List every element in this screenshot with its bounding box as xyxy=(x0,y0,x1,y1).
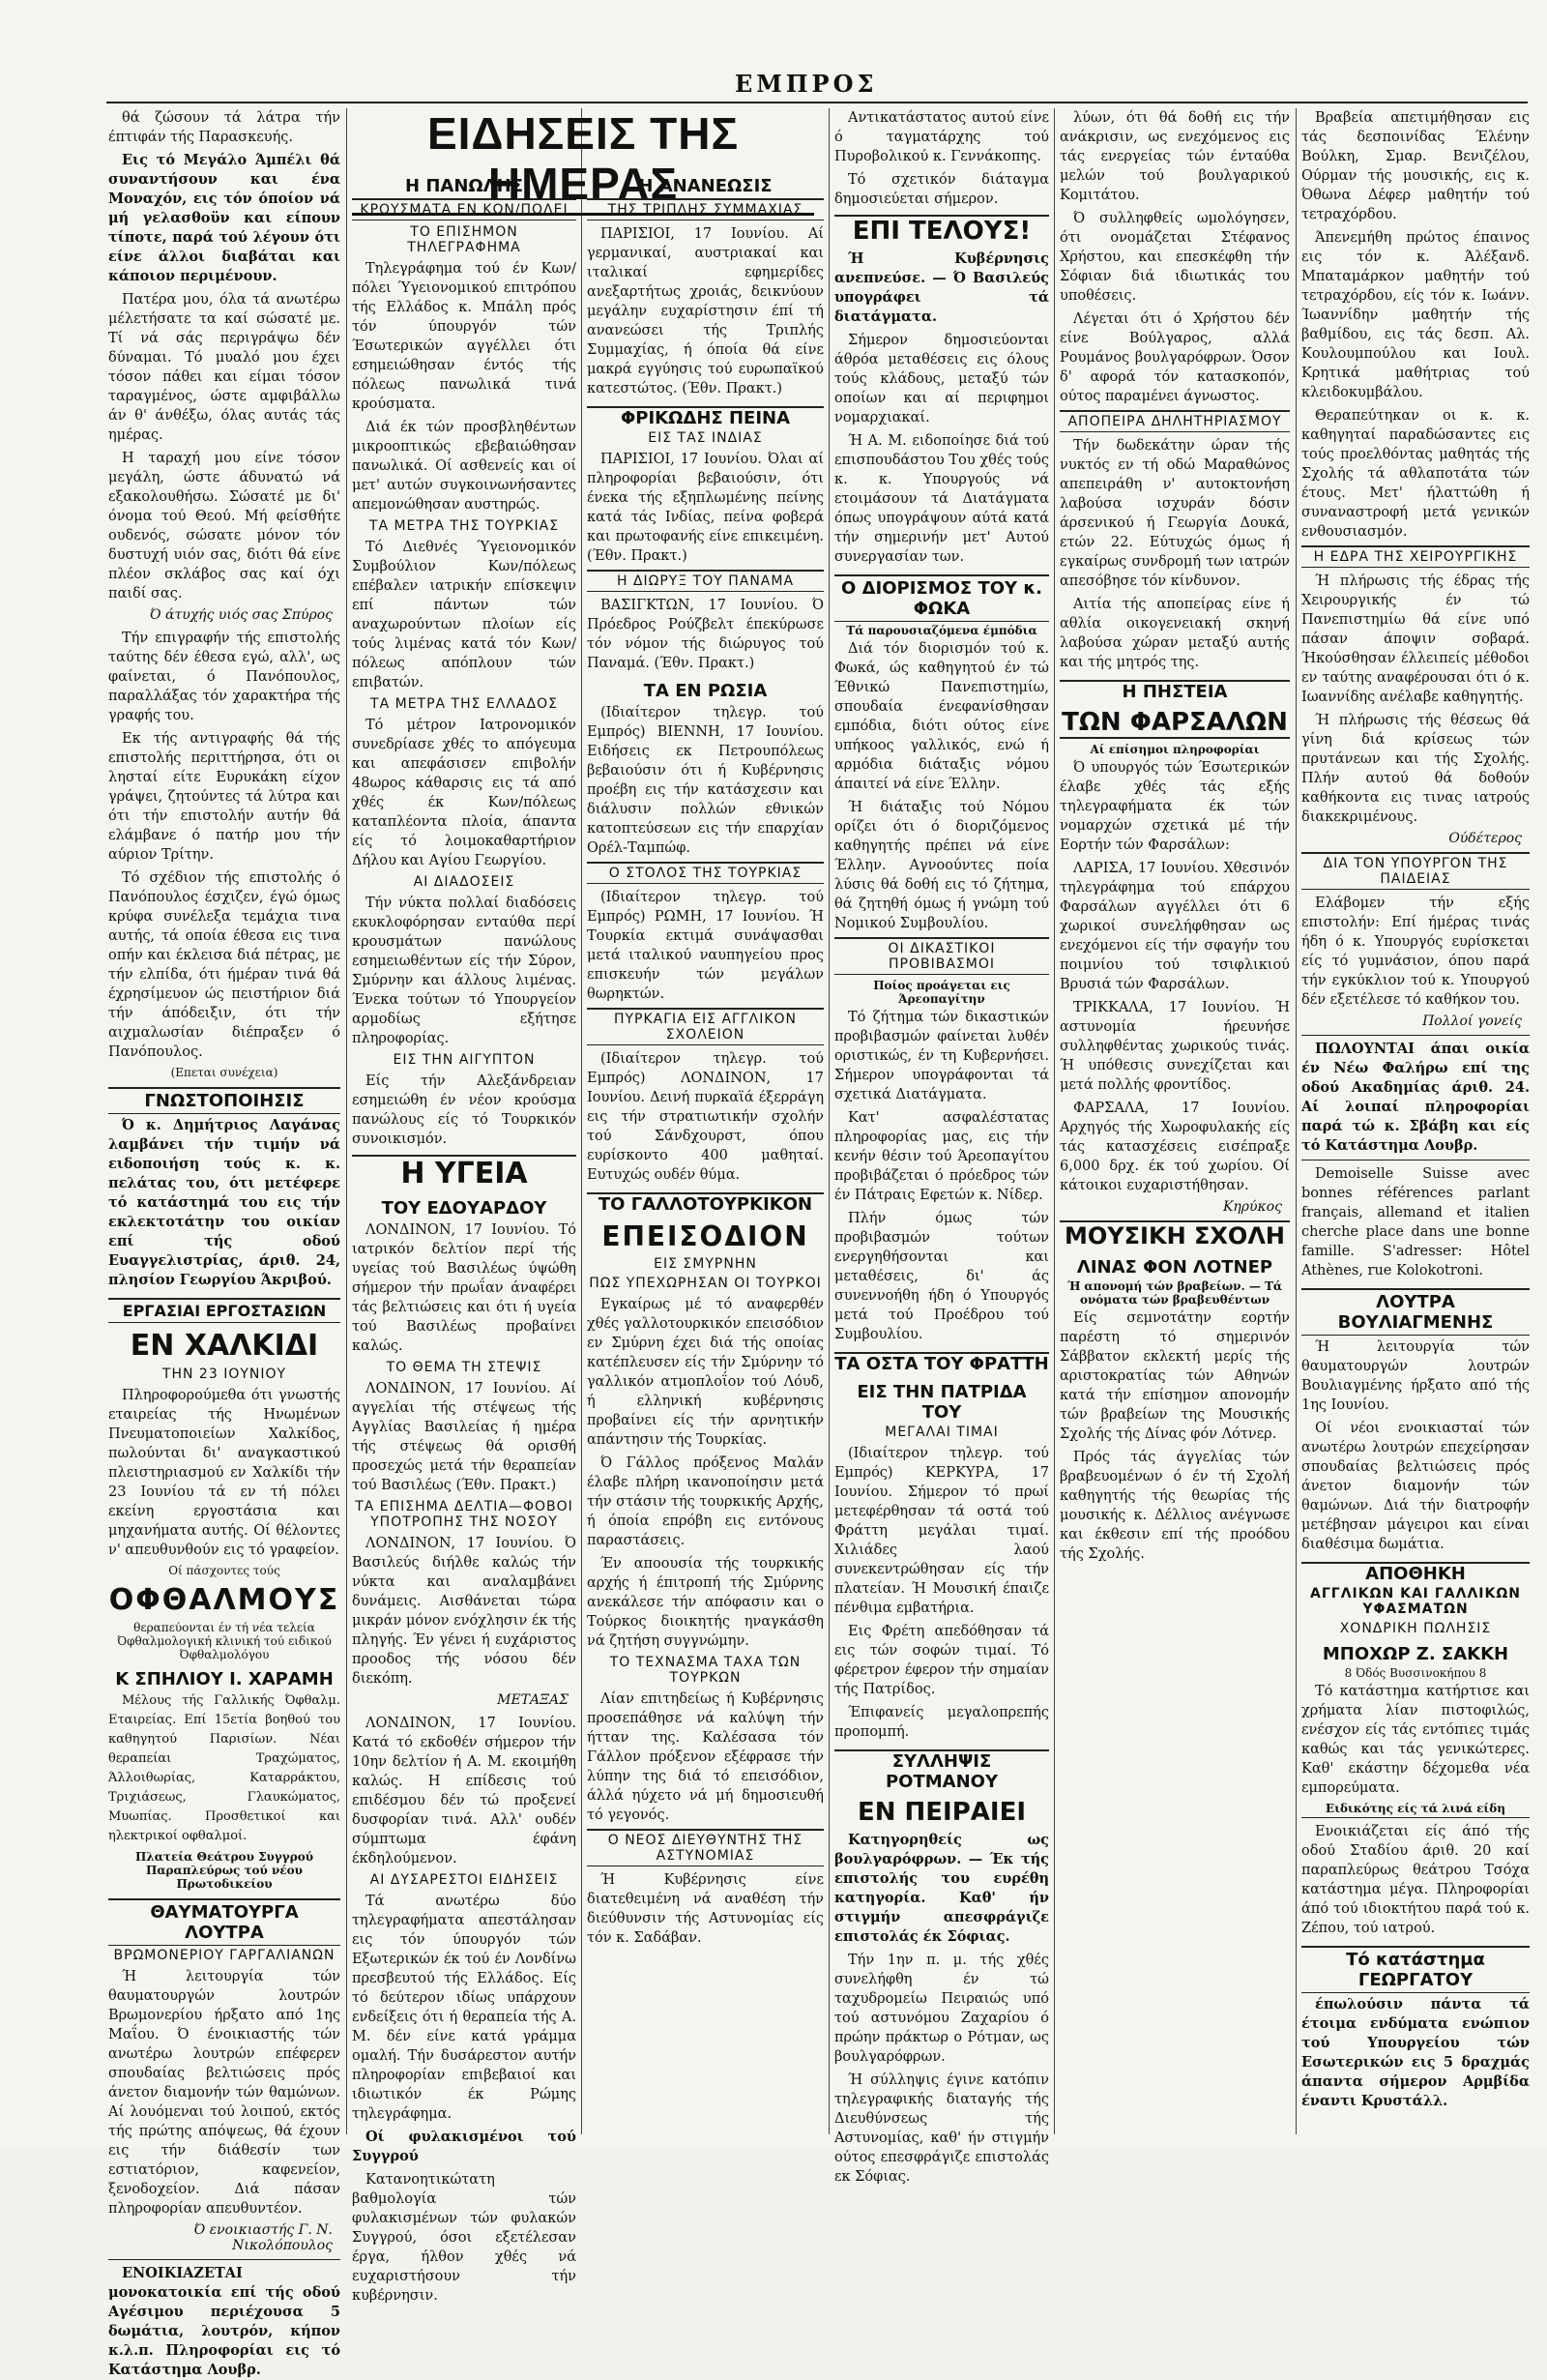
finally-text: Ή Α. Μ. ειδοποίησε διά τού επισπουδάστου Του χθές τούς κ. κ. Υπουργούς νά ετοιμάσουν τά Διατάγματα όπως υπογράψουν αύτά κατά τήν σημερινήν μετ' Αυτού συνεργασίαν των. xyxy=(834,433,1049,565)
turkey-measures-heading: ΤΑ ΜΕΤΡΑ ΤΗΣ ΤΟΥΡΚΙΑΣ xyxy=(368,518,560,534)
notice-text: Ό κ. Δημήτριος Λαγάνας λαμβάνει τήν τιμήν νά ειδοποιήση τούς κ. κ. πελάτας του, ότι μετέφερε τό κατάστημά του εις τήν εκλεκτοτάτην του οικίαν επί τής οδού Ευαγγελιστρίας, άριθ. 24, πλησίον Γεωργίου Άκριβού. xyxy=(108,1117,340,1288)
prisoners-heading: Οί φυλακισμένοι τού Συγγρού xyxy=(352,2129,576,2164)
pharsala-heading: Η ΠΗΣΤΕΙΑ xyxy=(1060,680,1290,702)
episode-place: ΕΙΣ ΣΜΥΡΝΗΝ xyxy=(654,1256,757,1272)
unpleasant-news-heading: ΑΙ ΔΥΣΑΡΕΣΤΟΙ ΕΙΔΗΣΕΙΣ xyxy=(369,1872,559,1888)
story-paragraph: Βραβεία απετιμήθησαν εις τάς δεσποινίδας Έλένην Βούλκη, Σμαρ. Βενιζέλου, Ούρμαν τής μουσικής, εις κ. Όθωνα Δέφερ μαθητήν τού τετραχόρδου. xyxy=(1301,110,1530,222)
signature: Ούδέτερος xyxy=(1448,831,1522,846)
police-director-heading: Ο ΝΕΟΣ ΔΙΕΥΘΥΝΤΗΣ ΤΗΣ ΑΣΤΥΝΟΜΙΑΣ xyxy=(587,1829,824,1866)
music-school-text: Είς σεμνοτάτην εορτήν παρέστη τό σημερινόν Σάββατον εκλεκτή μερίς τής αριστοκρατίας τών Αθηνών κατά τήν επίσημον απονομήν τών βραβείων της Μουσικής Σχολής τής Δίνας φόν Λότνερ. xyxy=(1060,1310,1290,1442)
story-paragraph: Πατέρα μου, όλα τά ανωτέρω μέλετήσατε τα καί σώσατέ με. Τί νά σάς περιγράψω δέν δύναμαι. Τό μυαλό μου έχει τόσον πάθει και είμαι τόσον ταραγμένος, ώστε αμφιβάλλω άν θ' άνθέξω, όλας αυτάς τάς ημέρας. xyxy=(108,292,340,443)
coronation-heading: ΤΟ ΘΕΜΑ ΤΗ ΣΤΕΨΙΣ xyxy=(386,1360,542,1375)
continued-note: (Επεται συνέχεια) xyxy=(170,1066,278,1079)
fleet-text: (Ιδιαίτερον τηλεγρ. τού Εμπρός) ΡΩΜΗ, 17 Ιουνίου. Ή Τουρκία εκτιμά συνάψασθαι μετά ιταλικού ναυπηγείου προς επισκευήν τών μεγάλων θωρηκτών. xyxy=(587,890,824,1002)
signature: ΜΕΤΑΞΑΣ xyxy=(497,1692,569,1708)
baths-text: Ή λειτουργία τών θαυματουργών λουτρών Βρωμονερίου ήρξατο από 1ης Μαΐου. Ό ένοικιαστής τών ανωτέρω λουτρών επέφερεν σπουδαίας βελτιώσεις πρός άνετον διαμονήν τών θαμώνων. Αί λουόμεναι τού λοιπού, εκτός τής πρώτης απόψεως, θά έχουν εις τήν διάθεσίν των εστιατόριον, καφενείον, ξενοδοχείον. Διά πάσαν πληροφορίαν απευθυντέον. xyxy=(108,1969,340,2217)
minister-heading: ΔΙΑ ΤΟΝ ΥΠΟΥΡΓΟΝ ΤΗΣ ΠΑΙΔΕΙΑΣ xyxy=(1301,852,1530,890)
episode-text: Έν αποουσία τής τουρκικής αρχής ή έπιτροπή τής Σμύρνης ανεκάλεσε τήν απόφασιν και ο Τούρκος διοικητής ηναγκάσθη νά ζητήση συγγνώμην. xyxy=(587,1556,824,1649)
depot-address: 8 Όδός Βυσσινοκήπου 8 xyxy=(1344,1666,1487,1680)
story-paragraph: θά ζώσουν τά λάτρα τήν έπτιφάν τής Παρασκευής. xyxy=(108,110,340,145)
pharsala-text: ΤΡΙΚΚΑΛΑ, 17 Ιουνίου. Ή αστυνομία ήρευνήσε συλληφθέντας χωρικούς τινάς. Ή υπόθεσις συνεχίζεται και μετά πολλής φροντίδος. xyxy=(1060,1000,1290,1093)
pharsala-subheading: Αί επίσημοι πληροφορίαι xyxy=(1090,743,1260,756)
renewal-heading: Η ΑΝΑΝΕΩΣΙΣ xyxy=(638,176,773,196)
depot-heading: ΑΠΟΘΗΚΗ xyxy=(1301,1562,1530,1584)
russia-text: (Ιδιαίτερον τηλεγρ. τού Εμπρός) ΒΙΕΝΝΗ, 17 Ιουνίου. Ειδήσεις εκ Πετρουπόλεως βεβαιούσιν ότι ή Κυβέρνησις προέβη εις τήν κατάσχεσιν και διάλυσιν πολλών εθνικών κατοπτεύσεων εις τήν επαρχίαν Ορέλ-Ταμπώφ. xyxy=(587,705,824,856)
russia-heading: ΤΑ ΕΝ ΡΩΣΙΑ xyxy=(643,681,768,701)
finally-text: Σήμερον δημοσιεύονται άθρόα μεταθέσεις εις όλους τούς κλάδους, μεταξύ τών οποίων και αί περιφημοι νομαρχιακαί. xyxy=(834,333,1049,426)
works-heading-date: ΤΗΝ 23 ΙΟΥΝΙΟΥ xyxy=(161,1366,287,1382)
depot-text: Τό κατάστημα κατήρτισε και χρήματα λίαν πιστοφιλώς, ενέσχον είς τάς εντόπιες τιμάς καθώς και τάς γενικώτερες. Καθ' εκάστην δέχομεθα νέα εμπορεύματα. xyxy=(1301,1684,1530,1796)
signature: Ό άτυχής υιός σας Σπύρος xyxy=(149,607,333,623)
top-rule xyxy=(106,102,1528,103)
pharsala-text: Ό υπουργός τών Έσωτερικών έλαβε χθές τάς εξής τηλεγραφήματα έκ τών νομαρχών σχετικά μέ τήν Εορτήν τών Φαρσάλων: xyxy=(1060,760,1290,853)
column-3 xyxy=(587,108,824,2134)
story-paragraph: Τό σχετικόν διάταγμα δημοσιεύεται σήμερον. xyxy=(834,172,1049,207)
surgery-chair-text: Ή πλήρωσις τής θέσεως θά γίνη διά κρίσεως τών πρυτάνεων και τής Σχολής. Πλήν αυτού θά δοθούν καθήκοντα εις τινας ιατρούς διακεκριμένους. xyxy=(1301,713,1530,825)
signature: Ό ενοικιαστής Γ. Ν. Νικολόπουλος xyxy=(193,2222,333,2253)
judicial-heading: ΟΙ ΔΙΚΑΣΤΙΚΟΙ ΠΡΟΒΙΒΑΣΜΟΙ xyxy=(834,937,1049,975)
eye-ad-doctor: Κ ΣΠΗΛΙΟΥ Ι. ΧΑΡΑΜΗ xyxy=(115,1669,334,1690)
column-separator xyxy=(829,108,830,2134)
vouliagmeni-text: Ή λειτουργία τών θαυματουργών λουτρών Βουλιαγμένης ήρξατο από τής 1ης Ιουνίου. xyxy=(1301,1339,1530,1413)
renewal-subheading: ΤΗΣ ΤΡΙΠΛΗΣ ΣΥΜΜΑΧΙΑΣ xyxy=(587,198,824,220)
eye-ad-address: Πλατεία Θεάτρου Συγγρού Παραπλεύρως τού νέου Πρωτοδικείου xyxy=(134,1850,314,1891)
police-director-text: Ή Κυβέρνησις είνε διατεθειμένη νά αναθέση τήν διεύθυνσιν τής Αστυνομίας είς τόν κ. Σαδάβαν. xyxy=(587,1872,824,1946)
health-heading: Η ΥΓΕΙΑ xyxy=(352,1155,576,1190)
famine-heading: ΦΡΙΚΩΔΗΣ ΠΕΙΝΑ xyxy=(587,406,824,428)
baths-subheading: ΒΡΩΜΟΝΕΡΙΟΥ ΓΑΡΓΑΛΙΑΝΩΝ xyxy=(113,1948,336,1963)
works-heading: ΕΡΓΑΣΙΑΙ ΕΡΓΟΣΤΑΣΙΩΝ xyxy=(108,1298,340,1323)
bones-text: Εις Φρέτη απεδόθησαν τά εις τών σοφών τιμαί. Τό φέρετρον έφερον τήν σημαίαν τής Πατρίδος. xyxy=(834,1624,1049,1697)
story-paragraph: Τό σχέδιον τής επιστολής ό Πανόπουλος έσχιζεν, έγώ όμως κρύφα συνέλεξα τεμάχια τινα αυτής, τά οποία έθεσα εις τινα οπήν και έκλεισα διά πέτρας, με τήν ελπίδα, ότι ήμέραν τινά θά έχρησίμευον ώς πειστήριον διά τήν άπόδειξιν, ότι τήν αιχμαλωσίαν διέπραξεν ό Πανόπουλος. xyxy=(108,870,340,1060)
surgery-chair-text: Ή πλήρωσις τής έδρας τής Χειρουργικής έν τώ Πανεπιστημίω θά είνε υπό πάσαν άποψιν σοβαρά. Ήκούσθησαν έλλειπείς μέθοδοι εν ταύτης αναφέρουσαι ότι ό κ. Ιωαννίδης ανέλαβε καθηγητής. xyxy=(1301,573,1530,705)
music-school-text: Πρός τάς άγγελίας τών βραβευομένων ό έν τή Σχολή καθηγητής τής θεωρίας τής μουσικής κ. Δέλλιος ανέγνωσε και έκθεσιν επί τής προόδου τής Σχολής. xyxy=(1060,1450,1290,1562)
famine-text: ΠΑΡΙΣΙΟΙ, 17 Ιουνίου. Όλαι αί πληροφορίαι βεβαιούσιν, ότι ένεκα τής εξηπλωμένης πείνης κατά τάς Ινδίας, πείνα φοβερά και πρωτοφανής είνε επικειμένη. (Έθν. Πρακτ.) xyxy=(587,452,824,564)
rumors-text: Τήν νύκτα πολλαί διαδόσεις εκυκλοφόρησαν ενταύθα περί κρουσμάτων πανώλους εσημειωθέντων είς τήν Σύρον, Σμύρνην και άλλους λιμένας. Ένεκα τούτων τό Υπουργείον αρμοδίως εξήτησε πληροφορίας. xyxy=(352,896,576,1046)
bones-heading: ΤΑ ΟΣΤΑ ΤΟΥ ΦΡΑΤΤΗ xyxy=(834,1354,1049,1374)
vouliagmeni-text: Οί νέοι ενοικιασταί τών ανωτέρω λουτρών επεχείρησαν σπουδαίας βελτιώσεις πρός άνετον διαμονήν τών θαμώνων. Διά τήν διατροφήν μετέβησαν μάγειροι και είναι διαθέσιμα δωμάτια. xyxy=(1301,1421,1530,1552)
greece-measures-heading: ΤΑ ΜΕΤΡΑ ΤΗΣ ΕΛΛΑΔΟΣ xyxy=(370,696,558,712)
arrest-lead: Κατηγορηθείς ως βουλγαρόφρων. — Έκ τής επιστολής του ευρέθη κατηγορία. Καθ' ήν στιγμήν απεσφράγιζε επιστολάς έκ Σόφιας. xyxy=(834,1832,1049,1945)
bones-honors: ΜΕΓΑΛΑΙ ΤΙΜΑΙ xyxy=(885,1425,999,1440)
georgatos-text: έπωλούσιν πάντα τά έτοιμα ενδύματα ενώπιον τού Υπουργείου τών Εσωτερικών εις 5 δραχμάς άπαντα σήμερον Αρμβίδα έναντι Κρυστάλλ. xyxy=(1301,1996,1530,2109)
notice-heading: ΓΝΩΣΤΟΠΟΙΗΣΙΣ xyxy=(108,1087,340,1114)
signature: Κηρύκος xyxy=(1222,1199,1282,1215)
appointment-text: Διά τόν διορισμόν τού κ. Φωκά, ώς καθηγητού έν τώ Έθνικώ Πανεπιστημίω, σπουδαία ένεφανίσθησαν εμπόδια, διότι ούτος είνε υπήκοος γαλλικός, ενώ ή αρμόδια διάταξις νόμου άπαιτεί νά είνε Έλλην. xyxy=(834,641,1049,792)
story-paragraph: Ό συλληφθείς ωμολόγησεν, ότι ονομάζεται Στέφανος Χρήστου, και επεσκέφθη τήν Σόφιαν διά ιδιωτικάς του υποθέσεις. xyxy=(1060,211,1290,304)
poisoning-heading: ΑΠΟΠΕΙΡΑ ΔΗΛΗΤΗΡΙΑΣΜΟΥ xyxy=(1060,410,1290,432)
arrest-text: Τήν 1ην π. μ. τής χθές συνελήφθη έν τώ ταχυδρομείω Πειραιώς υπό τού αστυνόμου Ζαχαρίου ό πρώην πράκτωρ ο Ρότμαν, ως βουλγαρόφρων. xyxy=(834,1953,1049,2065)
episode-subheading: ΠΩΣ ΥΠΕΧΩΡΗΣΑΝ ΟΙ ΤΟΥΡΚΟΙ xyxy=(589,1276,822,1291)
column-1 xyxy=(108,108,340,2378)
greece-measures-text: Τό μέτρον Ιατρονομικόν συνεδρίασε χθές το απόγευμα και απεφάσισεν επιβολήν 48ωρος κάθαρσις εις τά από χθές έκ Κων/πόλεως καταπλέοντα πλοία, άπαντα είς τό λοιμοκαθαρτήριον Δήλου και Αγίου Γεωργίου. xyxy=(352,718,576,868)
eye-ad-text: Μέλους τής Γαλλικής Όφθαλμ. Εταιρείας. Επί 15ετία βοηθού του καθηγητού Παρισίων. Νέαι θεραπείαι Τραχώματος, Άλλοιθωρίας, Καταρράκτου, Τριχιάσεως, Γλαυκώματος, Μυωπίας. Προσθετικοί και ηλεκτρικοί οφθαλμοί. xyxy=(108,1693,340,1843)
story-paragraph: Άπενεμήθη πρώτος έπαινος εις τόν κ. Άλέξανδ. Μπαταμάρκον μαθητήν τού τετραχόρδου, είς τόν κ. Ιωάνν. Ίωαννίδην μαθητήν τής βαθμίδου, εις τάς δεσπ. Αλ. Κουλουμπούλου και Ιουλ. Κρητικά μαθήτριας τού κλειδοκυμβάλου. xyxy=(1301,230,1530,400)
trick-heading: ΤΟ ΤΕΧΝΑΣΜΑ ΤΑΧΑ ΤΩΝ ΤΟΥΡΚΩΝ xyxy=(609,1655,802,1686)
plague-text: Διά έκ τών προσβληθέντων μικροοπτικώς εβεβαιώθησαν πανωλικά. Οί ασθενείς και οί μετ' αυτών συγκοινωνήσαντες απεμονώθησαν αυστηρώς. xyxy=(352,420,576,513)
health-text: ΛΟΝΔΙΝΟΝ, 17 Ιουνίου. Τό ιατρικόν δελτίον περί τής υγείας τού Βασιλέως ύψώθη σήμερον τήν πρωΐαν άναφέρει τάς βελτιώσεις και ότι ή υγεία τού Βασιλέως προβαίνει καλώς. xyxy=(352,1222,576,1354)
masthead: ΕΜΠΡΟΣ xyxy=(735,70,878,98)
episode-text: Ό Γάλλος πρόξενος Μαλάν έλαβε πλήρη ικανοποίησιν μετά τήν στάσιν τής τουρκικής Αρχής, ή όποία επρόβη εις εντόνους παραστάσεις. xyxy=(587,1455,824,1548)
story-paragraph: Τήν επιγραφήν τής επιστολής ταύτης δέν έθεσα εγώ, αλλ', ως φαίνεται, ό Πανόπουλος, παραλλάξας τόν χαρακτήρα τής γραφής του. xyxy=(108,631,340,723)
appointment-subheading: Τά παρουσιαζόμενα έμπόδια xyxy=(846,624,1037,637)
signature: Πολλοί γονείς xyxy=(1422,1014,1522,1029)
episode-heading: ΤΟ ΓΑΛΛΟΤΟΥΡΚΙΚΟΝ xyxy=(587,1192,824,1215)
poisoning-text: Αιτία τής αποπείρας είνε ή αθλία οικογενειακή σκηνή λαβούσα χώραν μεταξύ αυτής και τής μητρός της. xyxy=(1060,597,1290,670)
column-6 xyxy=(1301,108,1530,2134)
judicial-text: Κατ' ασφαλέστατας πληροφορίας μας, εις τήν κενήν θέσιν τού Άρεοπαγίτου προβιβάζεται ό πρόεδρος τών έν Πάτραις Εφετών κ. Νίδερ. xyxy=(834,1110,1049,1203)
sale-ad: ΠΩΛΟΥΝΤΑΙ άπαι οικία έν Νέω Φαλήρω επί της οδού Ακαδημίας άριθ. 24. Αί λοιπαί πληροφορίαι παρά τώ κ. Σβάβη και είς τό Κατάστημα Λουβρ. xyxy=(1301,1035,1530,1156)
governess-ad: Demoiselle Suisse avec bonnes références parlant français, allemand et italien cherche place dans une bonne famille. S'adresser: Hôtel Athènes, rue Kolokotroni. xyxy=(1301,1160,1530,1280)
poisoning-text: Τήν δωδεκάτην ώραν τής νυκτός εν τή οδώ Μαραθώνος απεπειράθη ν' αυτοκτονήση λαβούσα ισχυράν δόσιν άρσενικού ή Γεωργία Δουκά, ετών 22. Εύτυχώς όμως ή εγκαίρως συνδρομή των ιατρών απεσόβησε τόν κίνδυνον. xyxy=(1060,438,1290,589)
ad-intro: Οί πάσχοντες τούς xyxy=(168,1564,280,1577)
georgatos-heading: Τό κατάστημα ΓΕΩΡΓΑΤΟΥ xyxy=(1301,1946,1530,1993)
bulletin-text: ΛΟΝΔΙΝΟΝ, 17 Ιουνίου. Ό Βασιλεύς διήλθε καλώς τήν νύκτα και αναλαμβάνει δυνάμεις. Αισθάνεται τώρα μικράν μόνον ενόχλησιν έκ τής πληγής. Έν γένει ή ευχάριστος προοδος τής νόσου δέν διεκόπη. xyxy=(352,1536,576,1687)
pharsala-heading-main: ΤΩΝ ΦΑΡΣΑΛΩΝ xyxy=(1060,708,1290,739)
health-subheading: ΤΟΥ ΕΔΟΥΑΡΔΟΥ xyxy=(381,1198,547,1219)
bones-subheading: ΕΙΣ ΤΗΝ ΠΑΤΡΙΔΑ ΤΟΥ xyxy=(857,1382,1027,1423)
bulletin-heading: ΤΑ ΕΠΙΣΗΜΑ ΔΕΛΤΙΑ—ΦΟΒΟΙ ΥΠΟΤΡΟΠΗΣ ΤΗΣ ΝΟΣΟΥ xyxy=(355,1499,573,1530)
depot-specialty: Ειδικότης είς τά λινά είδη xyxy=(1326,1802,1505,1815)
appointment-heading: Ο ΔΙΟΡΙΣΜΟΣ ΤΟΥ κ. ΦΩΚΑ xyxy=(834,574,1049,622)
vouliagmeni-heading: ΛΟΥΤΡΑ ΒΟΥΛΙΑΓΜΕΝΗΣ xyxy=(1301,1288,1530,1336)
story-paragraph: λύων, ότι θά δοθή εις τήν ανάκρισιν, ως ενεχόμενος εις τάς ενεργείας τών ένταύθα μελών τού βουλγαρικού Κομιτάτου. xyxy=(1060,110,1290,203)
shop-rent-ad: Ενοικιάζεται είς άπό τής οδού Σταδίου άριθ. 20 καί παραπλεύρως θεάτρου Τσόχα κατάστημα μέγα. Πληροφορίαι άπό τού ιδιοκτήτου παρά τού κ. Ζέπου, τού ιατρού. xyxy=(1301,1817,1530,1938)
baths-heading: ΘΑΥΜΑΤΟΥΡΓΑ ΛΟΥΤΡΑ xyxy=(108,1898,340,1946)
music-school-name: ΛΙΝΑΣ ΦΟΝ ΛΟΤΝΕΡ xyxy=(1076,1257,1273,1278)
column-separator xyxy=(1296,108,1297,2134)
story-paragraph: Εκ τής αντιγραφής θά τής επιστολής περιττήρησα, ότι οι λησταί είτε Ευρυκάκη είχον γράψει, ζητούντες τά λύτρα και ότι τήν επιστολήν αυτήν θά ελάμβανε ό πατήρ μου τήν αύριον Τρίτην. xyxy=(108,731,340,863)
music-school-heading: ΜΟΥΣΙΚΗ ΣΧΟΛΗ xyxy=(1060,1220,1290,1249)
arrest-text: Ή σύλληψις έγινε κατόπιν τηλεγραφικής διαταγής τής Διευθύνσεως τής Αστυνομίας, καθ' ήν στιγμήν ούτος επεσφράγιζε επιστολάς εκ Σόφιας. xyxy=(834,2072,1049,2185)
section-banner: ΕΙΔΗΣΕΙΣ ΤΗΣ ΗΜΕΡΑΣ xyxy=(352,108,814,216)
egypt-text: Είς τήν Αλεξάνδρειαν εσημειώθη έν νέον κρούσμα πανώλους είς τό Τουρκικόν συνοικισμόν. xyxy=(352,1073,576,1147)
story-paragraph: Η ταραχή μου είνε τόσον μεγάλη, ώστε άδυνατώ νά εξακολουθήσω. Σώσατέ με δι' όνομα τού Θεού. Μή φείσθήτε ουδενός, σώσατε μόνον τόν δυστυχή υιόν σας, διότι θά είνε πλέον σκλάβος σας καί όχι παιδί σας. xyxy=(108,451,340,602)
depot-wholesale: ΧΟΝΔΡΙΚΗ ΠΩΛΗΣΙΣ xyxy=(1339,1621,1492,1636)
judicial-text: Τό ζήτημα τών δικαστικών προβιβασμών φαίνεται λυθέν οριστικώς, έν τη Κυβερνήσει. Σήμερον υπογράφονται τά σχετικά Διατάγματα. xyxy=(834,1010,1049,1102)
turkey-measures-text: Τό Διεθνές Ύγειονομικόν Συμβούλιον Κων/πόλεως επέβαλεν ιατρικήν επίσκεψιν επί πάντων τών αναχωρούντων πλοίων είς τούς λιμένας κατά τόν Κων/πόλεως απόπλουν τών επιβατών. xyxy=(352,540,576,690)
pharsala-text: ΦΑΡΣΑΛΑ, 17 Ιουνίου. Αρχηγός τής Χωροφυλακής είς τάς κατασχέσεις εισέπραξε 6,000 δρχ. έκ τού χωρίου. Οί κάτοικοι ευχαριστήθησαν. xyxy=(1060,1101,1290,1193)
fleet-heading: Ο ΣΤΟΛΟΣ ΤΗΣ ΤΟΥΡΚΙΑΣ xyxy=(587,862,824,884)
rent-ad: ΕΝΟΙΚΙΑΖΕΤΑΙ μονοκατοικία επί τής οδού Αγέσιμου περιέχουσα 5 δωμάτια, λουτρόν, κήπον κ.λ.π. Πληροφορίαι εις τό Κατάστημα Λουβρ. xyxy=(108,2259,340,2380)
pharsala-text: ΛΑΡΙΣΑ, 17 Ιουνίου. Χθεσινόν τηλεγράφημα τού επάρχου Φαρσάλων αγγέλλει ότι 6 χωρικοί συνελήφθησαν ως ενεχόμενοι είς τήν σφαγήν του ποιμνίου τού τσιφλικιού Βρυσιά τών Φαρσάλων. xyxy=(1060,861,1290,992)
plague-heading: Η ΠΑΝΩΛΗΣ xyxy=(405,176,523,196)
surgery-chair-heading: Η ΕΔΡΑ ΤΗΣ ΧΕΙΡΟΥΡΓΙΚΗΣ xyxy=(1301,545,1530,568)
rumors-heading: ΑΙ ΔΙΑΔΟΣΕΙΣ xyxy=(413,874,515,890)
column-4 xyxy=(834,108,1049,2185)
finally-lead: Ή Κυβέρνησις ανεπνεύσε. — Ό Βασιλεύς υπογράφει τά διατάγματα. xyxy=(834,250,1049,325)
arrest-heading: ΣΥΛΛΗΨΙΣ ΡΟΤΜΑΝΟΥ xyxy=(834,1749,1049,1792)
bulletin-text: ΛΟΝΔΙΝΟΝ, 17 Ιουνίου. Κατά τό εκδοθέν σήμερον τήν 10ην δελτίον ή Α. Μ. εκοιμήθη καλώς. Η επίδεσις τού επιδέσμου δέν τώ προξενεί δυσφορίαν τινά. Αλλ' ουδέν σύμπτωμα έφάνη έκδηλούμενον. xyxy=(352,1716,576,1866)
music-school-subheading: Ή απονομή τών βραβείων. — Τά ονόματα τών βραβευθέντων xyxy=(1066,1279,1283,1307)
trick-text: Λίαν επιτηδείως ή Κυβέρνησις προσεπάθησε νά καλύψη τήν ήτταν της. Καλέσασα τόν Γάλλον πρόξενον εξέφρασε τήν λύπην της διά τό επεισόδιον, άλλά ηύχετο νά μή δημοσιευθή τό γεγονός. xyxy=(587,1691,824,1823)
unpleasant-news-text: Τά ανωτέρω δύο τηλεγραφήματα απεστάλησαν εις τόν ύπουργόν τών Εξωτερικών έκ τού έν Λονδίνω πρεσβευτού τής Ελλάδος. Είς τό δεύτερον ιδίως υπάρχουν ενδείξεις ότι ή θεραπεία τής Α. Μ. δέν είνε κατά γράμμα ομαλή. Τήν δυσάρεστον αυτήν πληροφορίαν επιβεβαιοί και ιδιωτικόν έκ Ρώμης τηλεγράφημα. xyxy=(352,1894,576,2122)
arrest-place: ΕΝ ΠΕΙΡΑΙΕΙ xyxy=(857,1798,1027,1827)
story-paragraph: Λέγεται ότι ό Χρήστου δέν είνε Βούλγαρος, αλλά Ρουμάνος βουλγαρόφρων. Όσον δ' αφορά τόν κατασκοπόν, ούτος παραμένει άγνωστος. xyxy=(1060,311,1290,404)
works-heading-place: ΕΝ ΧΑΛΚΙΔΙ xyxy=(130,1329,319,1363)
panama-text: ΒΑΣΙΓΚΤΩΝ, 17 Ιουνίου. Ό Πρόεδρος Ρούζβελτ έπεκύρωσε τόν νόμον τής διώρυγος τού Παναμά. (Έθν. Πρακτ.) xyxy=(587,598,824,671)
column-5 xyxy=(1060,108,1290,2134)
egypt-heading: ΕΙΣ ΤΗΝ ΑΙΓΥΠΤΟΝ xyxy=(393,1052,536,1068)
fire-text: (Ιδιαίτερον τηλεγρ. τού Εμπρός) ΛΟΝΔΙΝΟΝ, 17 Ιουνίου. Δεινή πυρκαϊά έξερράγη εις τήν στρατιωτικήν σχολήν τού Σάνδχουρστ, όπου ευρίσκοντο 400 μαθηταί. Ευτυχώς ουδέν θύμα. xyxy=(587,1051,824,1183)
plague-telegram-heading: ΤΟ ΕΠΙΣΗΜΟΝ ΤΗΛΕΓΡΑΦΗΜΑ xyxy=(407,224,521,255)
bones-text: Έπιφανείς μεγαλοπρεπής προπομπή. xyxy=(834,1705,1049,1740)
works-text: Πληροφορούμεθα ότι γνωστής εταιρείας τής Ηνωμένων Πνευματοποιείων Χαλκίδος, πωλούνται δι' αναγκαστικού πλειστηριασμού εν Χαλκίδι τήν 23 Ιουνίου τά εν τή πόλει εκείνη εργοστάσια και μηχανήματα αυτής. Οί θέλοντες ν' απευθυνθούν εις τό γραφείον. xyxy=(108,1388,340,1558)
column-separator xyxy=(581,108,582,2134)
prisoners-text: Κατανοητικώτατη βαθμολογία τών φυλακισμένων τών φυλακών Συγγρού, όσοι εξετέλεσαν έργα, ήλθον χθές νά ευχαριστήσουν τήν κυβέρνησιν. xyxy=(352,2172,576,2304)
panama-heading: Η ΔΙΩΡΥΞ ΤΟΥ ΠΑΝΑΜΑ xyxy=(587,570,824,592)
story-paragraph: Εις τό Μεγάλο Άμπέλι θά συναντήσουν και ένα Μοναχόν, εις τόν όποίον νά μή γελασθοϋν και είπουν τίποτε, παρά τού λέγουν ότι είνε άλλοι διαβάται και κάποιον περιμένουν. xyxy=(108,152,340,284)
minister-text: Ελάβομεν τήν εξής επιστολήν: Επί ήμέρας τινάς ήδη ό κ. Υπουργός ευρίσκεται είς τό γυμνάσιον, όπου παρά τήν εγκύκλιον τού κ. Υπουργού δέν εξετέλεσε τό καθήκον του. xyxy=(1301,896,1530,1008)
finally-heading: ΕΠΙ ΤΕΛΟΥΣ! xyxy=(834,215,1049,246)
plague-text: Τηλεγράφημα τού έν Κων/πόλει Ύγειονομικού επιτρόπου τής Ελλάδος κ. Μπάλη πρός τόν ύπουργόν τών Έσωτερικών αγγέλλει ότι εσημειώθησαν έντός τής πόλεως πανωλικά τινά κρούσματα. xyxy=(352,261,576,412)
plague-subheading: ΚΡΟΥΣΜΑΤΑ ΕΝ ΚΩΝ/ΠΟΛΕΙ xyxy=(352,198,576,220)
judicial-text: Πλήν όμως τών προβιβασμών τούτων ενεργηθήσονται και μεταθέσεις, δι' άς συνεννοήθη ήδη ό Υπουργός μετά τού Προέδρου τού Συμβουλίου. xyxy=(834,1211,1049,1342)
episode-text: Εγκαίρως μέ τό αναφερθέν χθές γαλλοτουρκικόν επεισόδιον εν Σμύρνη έχει διά τής οποίας κατέπλευσεν είς τήν Σμύρνην τό γαλλικόν ατμοπλοΐον τού Λόυδ, ή ελληνική κυβέρνησις προβαίνει είς τήν αρνητικήν απάντησιν τής Τουρκίας. xyxy=(587,1297,824,1448)
depot-subheading: ΑΓΓΛΙΚΩΝ ΚΑΙ ΓΑΛΛΙΚΩΝ ΥΦΑΣΜΑΤΩΝ xyxy=(1310,1586,1521,1617)
renewal-text: ΠΑΡΙΣΙΟΙ, 17 Ιουνίου. Αί γερμανικαί, αυστριακαί και ιταλικαί εφημερίδες ανεξαρτήτως χροιάς, δεικνύουν μεγάλην ευχαρίστησιν έπί τή ανανεώσει τής Τριπλής Συμμαχίας, ή όποία θά είνε μακρά εγγύησις τού ευρωπαϊκού κατεστώτος. (Έθν. Πρακτ.) xyxy=(587,226,824,397)
bones-text: (Ιδιαίτερον τηλεγρ. τού Εμπρός) ΚΕΡΚΥΡΑ, 17 Ιουνίου. Σήμερον τό πρωί μετεφέρθησαν τά οστά τού Φράττη μεγάλαι τιμαί. Χιλιάδες λαού συνεκεντρώθησαν είς τήν πλατείαν. Ή Μουσική έπαιζε πένθιμα εμβατήρια. xyxy=(834,1446,1049,1616)
coronation-text: ΛΟΝΔΙΝΟΝ, 17 Ιουνίου. Αί αγγελίαι τής στέψεως τής Αγγλίας Βασιλείας ή ημέρα τής στέψεως θά ορισθή προσεχώς μετά τήν θεραπείαν τού Βασιλέως (Έθν. Πρακτ.) xyxy=(352,1381,576,1493)
depot-owner: ΜΠΟΧΩΡ Ζ. ΣΑΚΚΗ xyxy=(1322,1644,1509,1664)
story-paragraph: Θεραπεύτηκαν οι κ. κ. καθηγηταί παραδώσαντες εις τούς προελθόντας μαθητάς τής Σχολής τά αθλαποτάτα τών έτους. Μετ' ήλαττώθη ή συναναστροφή μετά γενικών ενθουσιασμόν. xyxy=(1301,408,1530,540)
story-paragraph: Αντικατάστατος αυτού είνε ό ταγματάρχης τού Πυροβολικού κ. Γεννάκοπης. xyxy=(834,110,1049,164)
column-separator xyxy=(346,108,347,2134)
fire-heading: ΠΥΡΚΑΓΙΑ ΕΙΣ ΑΓΓΛΙΚΟΝ ΣΧΟΛΕΙΟΝ xyxy=(587,1008,824,1045)
appointment-text: Ή διάταξις τού Νόμου ορίζει ότι ό διοριζόμενος καθηγητής πρέπει νά είνε Έλλην. Αγνοούντες ποία λύσις θά δοθή εις τό ζήτημα, θά ζητηθή όμως ή γνώμη τού Νομικού Συμβουλίου. xyxy=(834,800,1049,931)
judicial-subheading: Ποίος προάγεται εις Άρεοπαγίτην xyxy=(873,979,1010,1006)
episode-heading-main: ΕΠΕΙΣΟΔΙΟΝ xyxy=(601,1220,809,1252)
column-separator xyxy=(1054,108,1055,2134)
eye-ad-subtitle: θεραπεύονται έν τή νέα τελεία Όφθαλμολογική κλινική τού ειδικού Όφθαλμολόγου xyxy=(117,1621,332,1661)
eye-ad-title: ΟΦΘΑΛΜΟΥΣ xyxy=(108,1583,340,1617)
famine-subheading: ΕΙΣ ΤΑΣ ΙΝΔΙΑΣ xyxy=(648,430,763,446)
